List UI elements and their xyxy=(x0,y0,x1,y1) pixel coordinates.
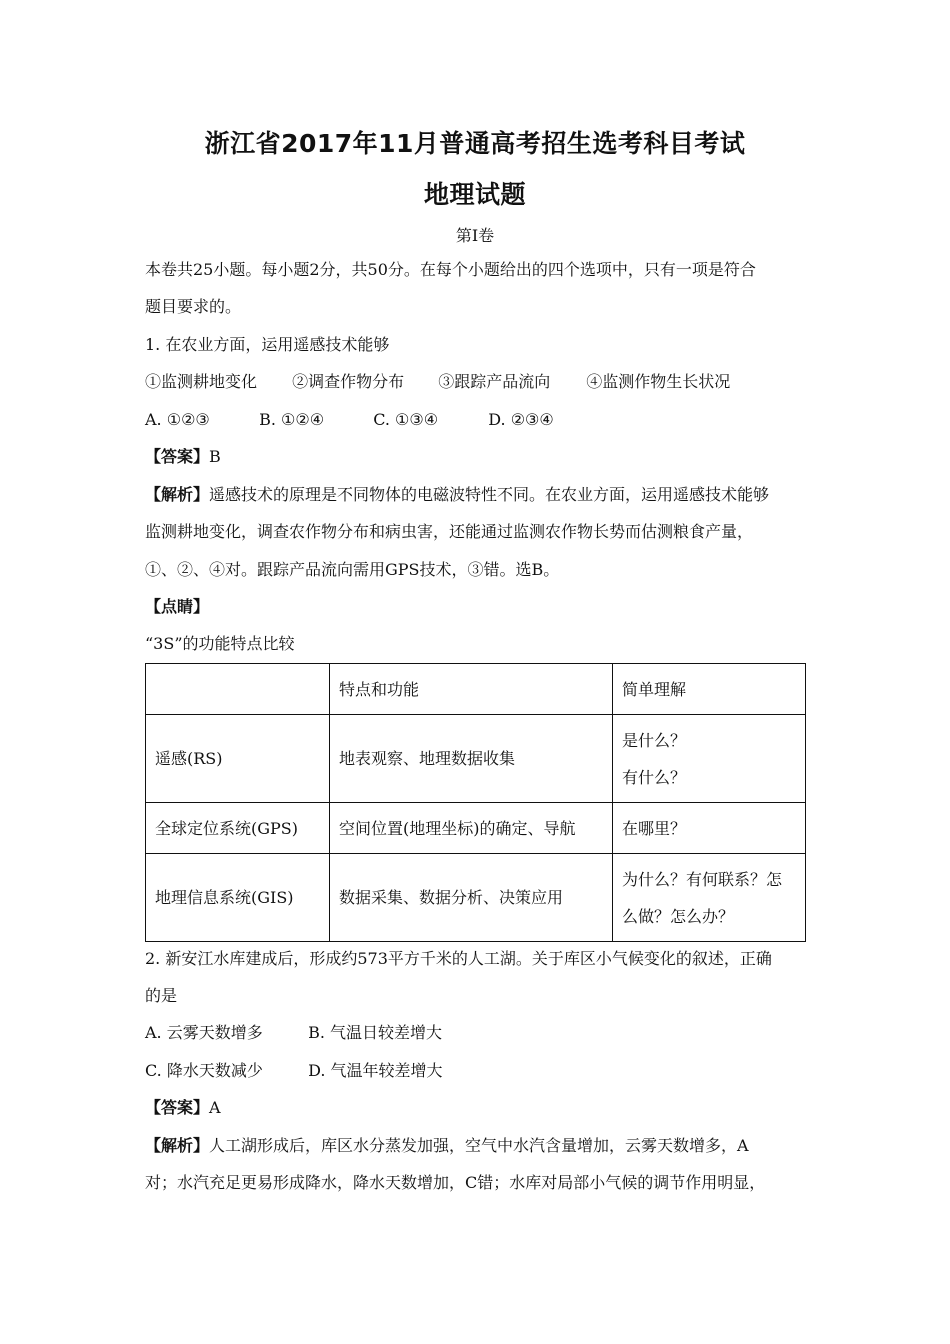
understand-line: 么做？怎么办？ xyxy=(622,906,735,926)
table-caption: “3S”的功能特点比较 xyxy=(145,634,295,653)
table-header-cell: 简单理解 xyxy=(613,664,806,715)
q1-option: B. ①②④ xyxy=(259,410,325,429)
q1-options xyxy=(145,409,554,431)
q2-option: C. 降水天数减少 xyxy=(145,1061,263,1080)
q1-analysis-line-3: ①、②、④对。跟踪产品流向需用GPS技术，③错。选B。 xyxy=(145,560,560,579)
table-cell-feature: 地表观察、地理数据收集 xyxy=(330,715,613,803)
answer-value: B xyxy=(209,447,221,466)
q1-option: A. ①②③ xyxy=(145,410,210,429)
page-subtitle: 地理试题 xyxy=(423,180,526,209)
q2-option: B. 气温日较差增大 xyxy=(308,1023,443,1042)
q1-option: D. ②③④ xyxy=(488,410,554,429)
intro-line-1: 本卷共25小题。每小题2分，共50分。在每个小题给出的四个选项中，只有一项是符合 xyxy=(145,260,756,279)
table-cell-understand xyxy=(613,715,806,803)
table-row xyxy=(146,715,806,803)
table-cell-feature: 空间位置(地理坐标)的确定、导航 xyxy=(330,803,613,854)
q2-option: D. 气温年较差增大 xyxy=(308,1061,443,1080)
table-cell-feature: 数据采集、数据分析、决策应用 xyxy=(330,854,613,942)
3s-comparison-table xyxy=(145,663,806,942)
analysis-text: 人工湖形成后，库区水分蒸发加强，空气中水汽含量增加，云雾天数增多，A xyxy=(209,1136,749,1155)
q1-item: ①监测耕地变化 xyxy=(145,372,258,391)
q1-answer xyxy=(145,446,221,468)
q2-options-row-1 xyxy=(145,1022,442,1044)
q1-item: ④监测作物生长状况 xyxy=(586,372,731,391)
table-cell-name: 地理信息系统(GIS) xyxy=(146,854,330,942)
table-cell-name: 全球定位系统(GPS) xyxy=(146,803,330,854)
volume-label: 第Ⅰ卷 xyxy=(455,226,495,245)
answer-label: 【答案】 xyxy=(145,1098,210,1117)
q1-analysis-line-1 xyxy=(145,484,769,506)
table-header-cell: 特点和功能 xyxy=(330,664,613,715)
table-row xyxy=(146,854,806,942)
table-cell-understand xyxy=(613,854,806,942)
q2-options-row-2 xyxy=(145,1060,443,1082)
q2-stem-line-1: 2. 新安江水库建成后，形成约573平方千米的人工湖。关于库区小气候变化的叙述，正确 xyxy=(145,949,772,968)
answer-value: A xyxy=(209,1098,221,1117)
understand-line: 有什么？ xyxy=(622,767,687,787)
understand-line: 是什么？ xyxy=(622,730,687,750)
tip-label: 【点睛】 xyxy=(145,597,210,616)
q2-analysis-line-2: 对；水汽充足更易形成降水，降水天数增加，C错；水库对局部小气候的调节作用明显， xyxy=(145,1173,766,1192)
table-cell-understand xyxy=(613,803,806,854)
understand-line: 为什么？有何联系？怎 xyxy=(622,869,783,889)
analysis-text: 遥感技术的原理是不同物体的电磁波特性不同。在农业方面，运用遥感技术能够 xyxy=(209,485,770,504)
q2-answer xyxy=(145,1097,221,1119)
q2-option: A. 云雾天数增多 xyxy=(145,1023,263,1042)
analysis-label: 【解析】 xyxy=(145,485,210,504)
understand-line: 在哪里？ xyxy=(622,818,687,838)
answer-label: 【答案】 xyxy=(145,447,210,466)
q1-item: ②调查作物分布 xyxy=(292,372,405,391)
q1-item: ③跟踪产品流向 xyxy=(438,372,551,391)
q1-items xyxy=(145,371,730,393)
q2-analysis-line-1 xyxy=(145,1135,749,1157)
q1-stem: 1. 在农业方面，运用遥感技术能够 xyxy=(145,335,390,354)
table-header-cell xyxy=(146,664,330,715)
table-header-row xyxy=(146,664,806,715)
analysis-label: 【解析】 xyxy=(145,1136,210,1155)
page-title: 浙江省2017年11月普通高考招生选考科目考试 xyxy=(204,129,746,158)
q1-analysis-line-2: 监测耕地变化，调查农作物分布和病虫害，还能通过监测农作物长势而估测粮食产量， xyxy=(145,522,754,541)
table-cell-name: 遥感(RS) xyxy=(146,715,330,803)
intro-line-2: 题目要求的。 xyxy=(145,297,242,316)
q1-option: C. ①③④ xyxy=(373,410,439,429)
q2-stem-line-2: 的是 xyxy=(145,986,178,1005)
table-row xyxy=(146,803,806,854)
